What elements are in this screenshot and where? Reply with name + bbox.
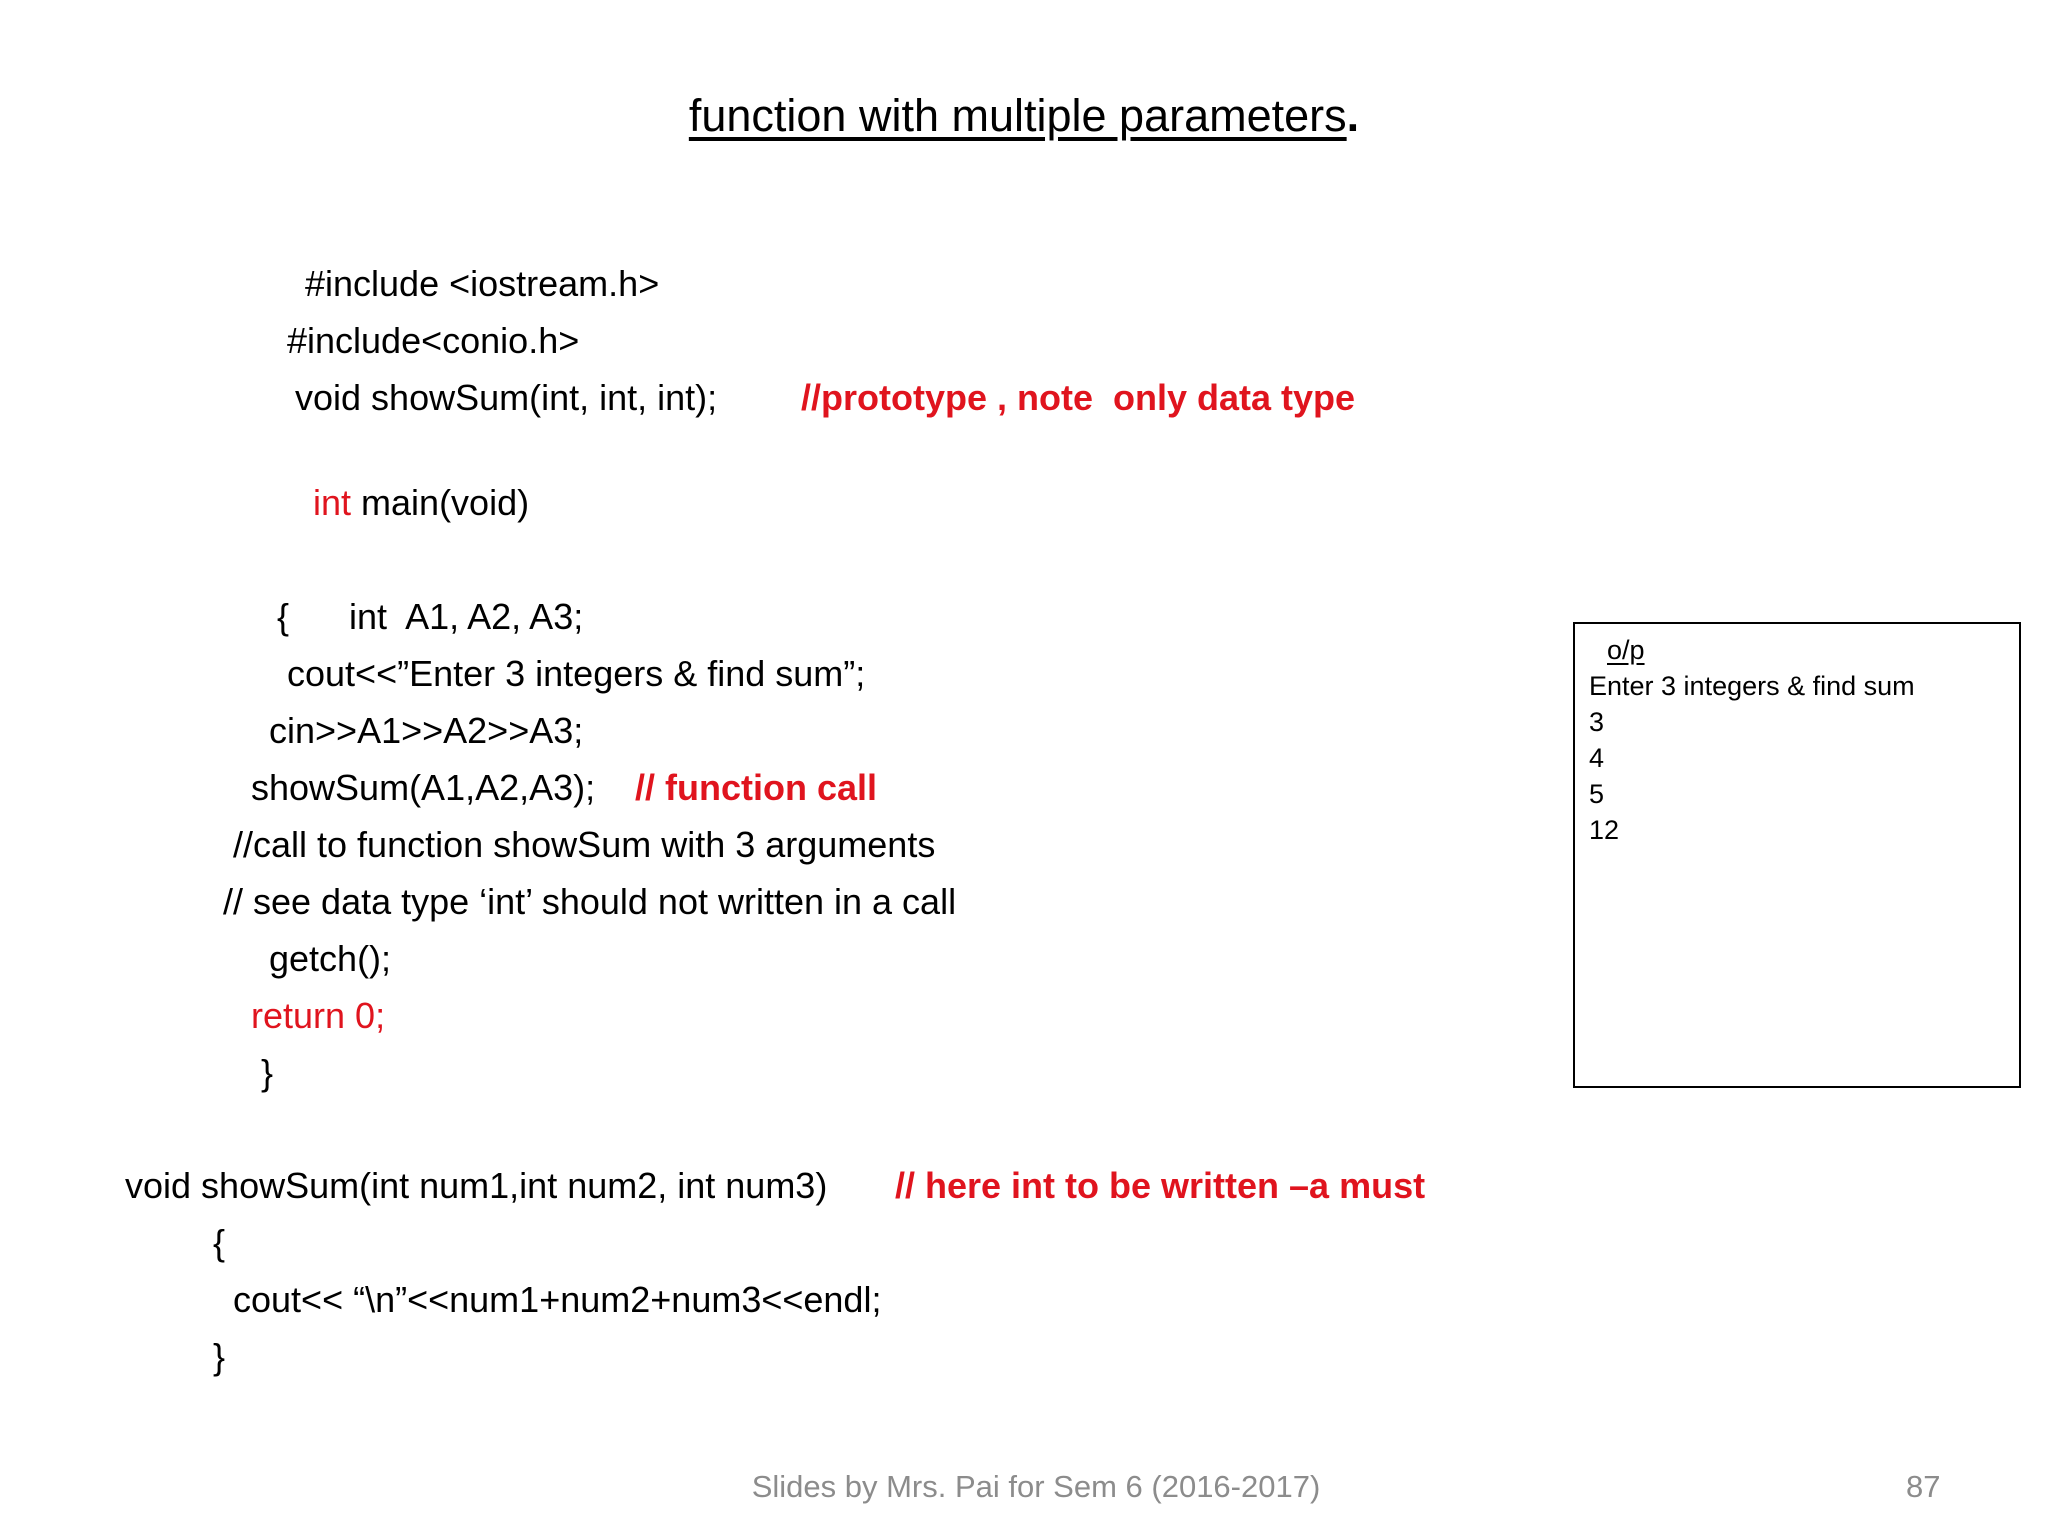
code-def-body: cout<< “\n”<<num1+num2+num3<<endl; [233, 1279, 882, 1320]
code-def-close-brace: } [213, 1336, 226, 1377]
output-box [1573, 622, 2021, 1088]
code-def-signature: void showSum(int num1,int num2, int num3) [125, 1165, 828, 1206]
output-line: 3 [1589, 707, 1605, 737]
code-cin-line: cin>>A1>>A2>>A3; [269, 710, 584, 751]
code-prototype-line [295, 376, 717, 420]
code-cout-prompt: cout<<”Enter 3 integers & find sum”; [287, 653, 866, 694]
code-prototype: void showSum(int, int, int); [295, 377, 718, 418]
output-line: Enter 3 integers & find sum [1589, 671, 1915, 701]
code-include-conio: #include<conio.h> [287, 320, 580, 361]
code-include-iostream: #include <iostream.h> [305, 263, 660, 304]
output-line: 12 [1589, 815, 1620, 845]
code-call-line: showSum(A1,A2,A3); [251, 767, 596, 808]
code-getch-line: getch(); [269, 938, 392, 979]
code-def-comment: // here int to be written –a must [895, 1165, 1426, 1206]
slide-number: 87 [1906, 1469, 1941, 1504]
slide-title-text: function with multiple parameters [688, 90, 1347, 141]
code-comment-call-args: //call to function showSum with 3 arguments [233, 824, 936, 865]
code-def-open-brace: { [213, 1222, 226, 1263]
output-box-title: o/p [1607, 635, 1645, 665]
code-comment-data-type: // see data type ‘int’ should not written in a call [223, 881, 957, 922]
slide-title-period: . [1346, 90, 1360, 141]
output-line: 5 [1589, 779, 1605, 809]
footer-credit: Slides by Mrs. Pai for Sem 6 (2016-2017) [751, 1469, 1321, 1504]
code-main-signature [313, 481, 529, 525]
code-main-return-type: int [313, 482, 352, 523]
code-main-open-decl: { int A1, A2, A3; [277, 596, 584, 637]
code-call-comment: // function call [635, 767, 878, 808]
code-return-line: return 0; [251, 995, 386, 1036]
slide-title [0, 88, 2048, 144]
code-main-rest: main(void) [351, 482, 530, 523]
code-main-close-brace: } [261, 1052, 274, 1093]
output-line: 4 [1589, 743, 1605, 773]
code-prototype-comment: //prototype , note only data type [801, 377, 1356, 418]
